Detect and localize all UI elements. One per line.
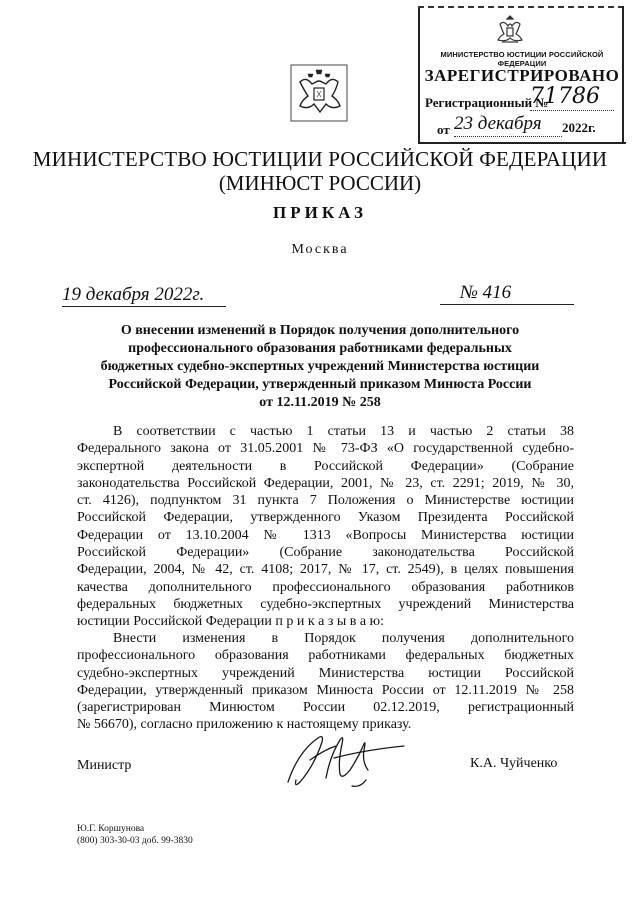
stamp-border-top bbox=[418, 6, 624, 8]
executor-phone: (800) 303-30-03 доб. 99-3830 bbox=[77, 836, 193, 846]
text-line: качества дополнительного профессионального образования работников bbox=[77, 579, 574, 595]
text-line: Внести изменения в Порядок получения дополнительного bbox=[113, 631, 574, 646]
order-number: № 416 bbox=[440, 282, 574, 305]
ministry-name: МИНИСТЕРСТВО ЮСТИЦИИ РОССИЙСКОЙ ФЕДЕРАЦИИ bbox=[32, 147, 608, 171]
text-line: федеральных бюджетных судебно-экспертных учреждений Министерства bbox=[77, 596, 574, 612]
paragraph-order bbox=[77, 630, 574, 734]
paragraph-preamble bbox=[77, 423, 574, 631]
text-line: В соответствии с частью 1 статьи 13 и частью 2 статьи 38 bbox=[113, 424, 574, 439]
text-line: Федерации, утвержденный приказом Минюста России от 12.11.2019 № 258 bbox=[77, 682, 574, 698]
executor-name: Ю.Г. Коршунова bbox=[77, 824, 145, 834]
text-line: профессионального образования работниками федеральных бюджетных bbox=[77, 648, 574, 664]
title-line: от 12.11.2019 № 258 bbox=[259, 395, 381, 410]
text-line: законодательства Российской Федерации, 2001, № 23, ст. 2291; 2019, № 30, bbox=[77, 475, 574, 491]
city: Москва bbox=[291, 242, 349, 257]
text-line: Российской Федерации» (Собрание законодательства Российской bbox=[77, 545, 574, 561]
stamp-date-prefix: от bbox=[437, 122, 450, 137]
title-line: профессионального образования работниками федеральных bbox=[128, 341, 512, 356]
stamp-border-right bbox=[622, 6, 624, 144]
text-line: юстиции Российской Федерации п р и к а з ы в а ю: bbox=[77, 614, 384, 630]
title-line: О внесении изменений в Порядок получения дополнительного bbox=[120, 323, 520, 338]
title-line: бюджетных судебно-экспертных учреждений Министерства юстиции bbox=[100, 359, 540, 374]
stamp-ministry-text: МИНИСТЕРСТВО ЮСТИЦИИ РОССИЙСКОЙ ФЕДЕРАЦИИ bbox=[440, 50, 604, 68]
text-line: судебно-экспертных учреждений Министерства юстиции Российской bbox=[77, 665, 574, 681]
stamp-regnum-label: Регистрационный № bbox=[425, 95, 549, 110]
document-type: ПРИКАЗ bbox=[273, 203, 367, 222]
text-line: (зарегистрирован Минюстом России 02.12.2019, регистрационный bbox=[77, 700, 574, 716]
stamp-registered-label: ЗАРЕГИСТРИРОВАНО bbox=[424, 66, 620, 85]
stamp-date-year: 2022г. bbox=[562, 120, 596, 135]
order-date: 19 декабря 2022г. bbox=[62, 284, 226, 307]
document-title bbox=[70, 322, 570, 412]
stamp-regnum-value: 71786 bbox=[530, 84, 614, 111]
signatory-name: К.А. Чуйченко bbox=[470, 756, 558, 771]
handwritten-signature-icon bbox=[270, 720, 450, 800]
signatory-position: Министр bbox=[77, 758, 132, 773]
ministry-short-name: (МИНЮСТ РОССИИ) bbox=[218, 171, 422, 195]
stamp-coat-of-arms-icon bbox=[488, 12, 532, 50]
text-line: № 56670), согласно приложению к настоящему приказу. bbox=[77, 717, 412, 733]
text-line: ст. 4126), подпунктом 31 пункта 7 Положения о Министерстве юстиции bbox=[77, 493, 574, 509]
text-line: Российской Федерации, утвержденного Указом Президента Российской bbox=[77, 510, 574, 526]
text-line: Федерального закона от 31.05.2001 № 73-ФЗ «О государственной судебно- bbox=[77, 441, 574, 457]
title-line: Российской Федерации, утвержденный приказом Минюста России bbox=[108, 377, 532, 392]
text-line: Федерации от 13.10.2004 № 1313 «Вопросы Министерства юстиции bbox=[77, 527, 574, 543]
text-line: Федерации, 2004, № 42, ст. 4108; 2017, № 17, ст. 2549), в целях повышения bbox=[77, 562, 574, 578]
text-line: экспертной деятельности в Российской Федерации» (Собрание bbox=[77, 458, 574, 474]
stamp-date-value: 23 декабря bbox=[454, 112, 562, 137]
coat-of-arms-icon bbox=[290, 64, 348, 122]
